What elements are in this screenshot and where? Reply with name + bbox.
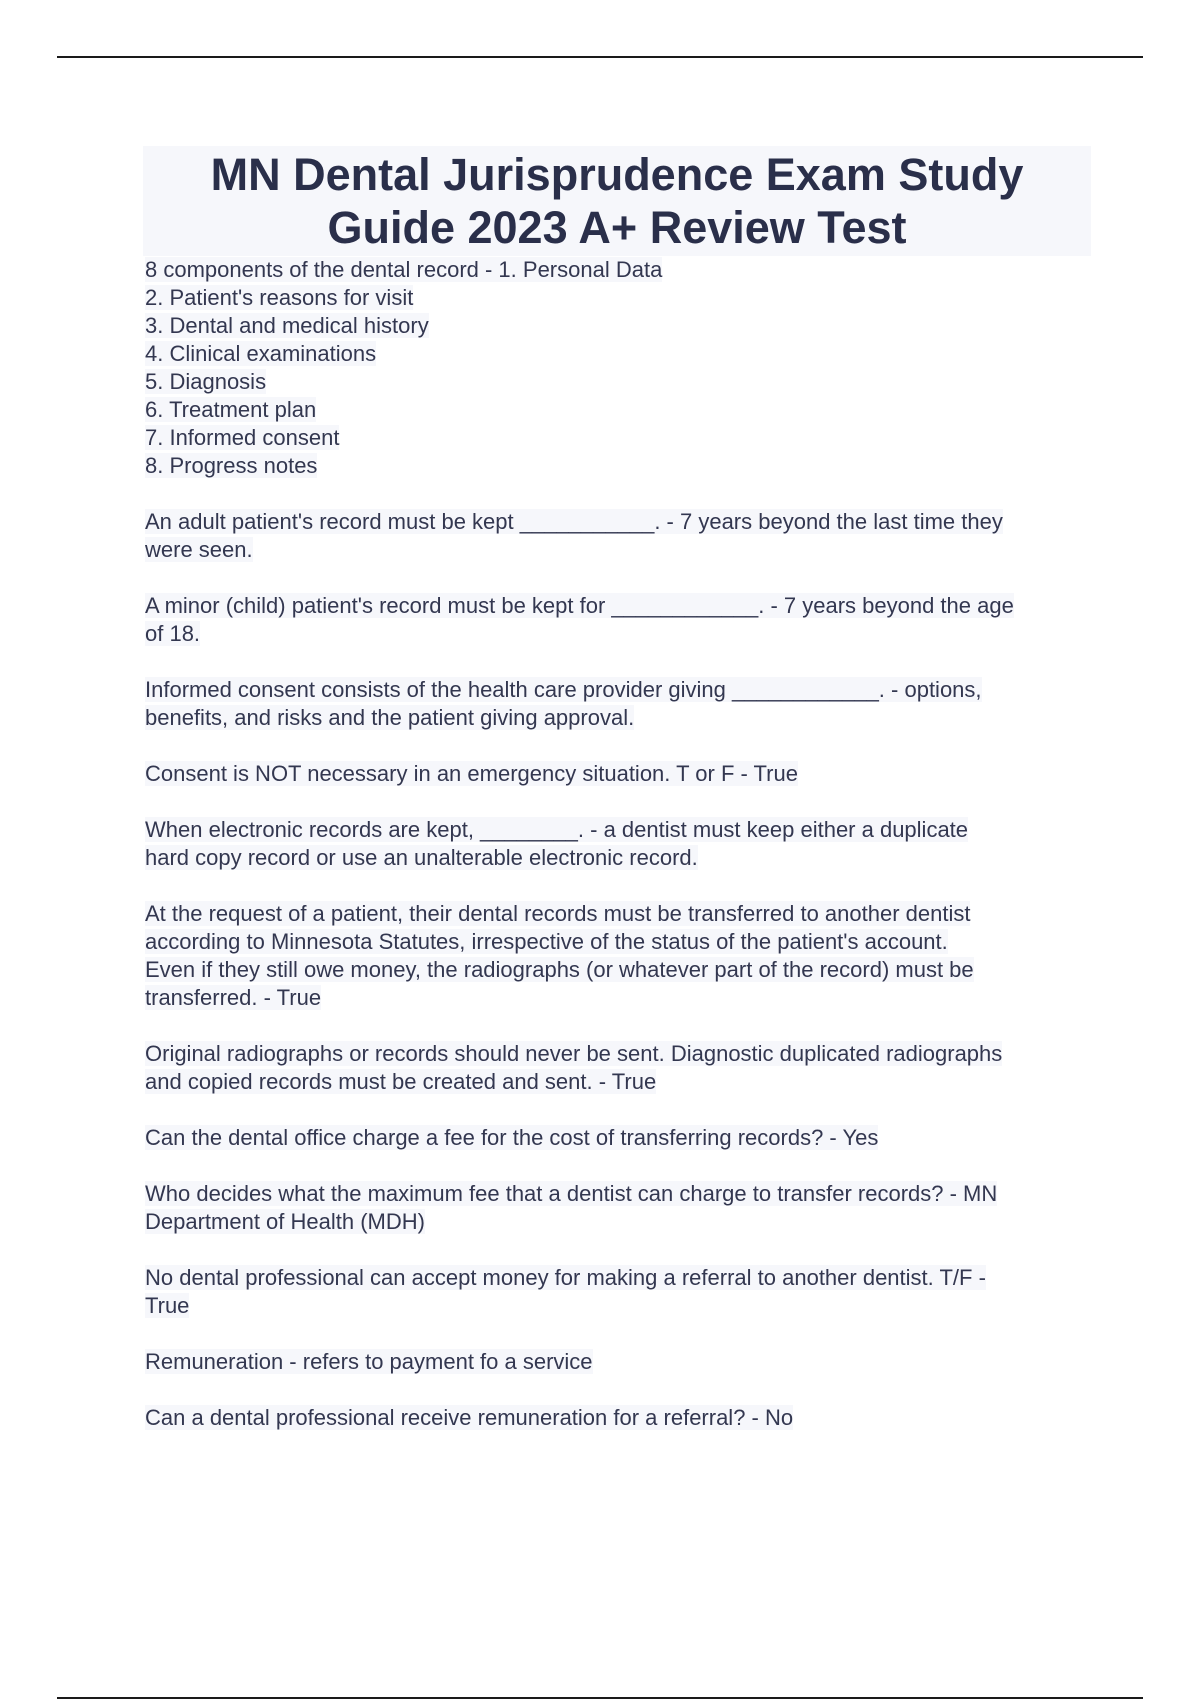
- entry-line: and copied records must be created and sent. - True: [145, 1069, 657, 1094]
- entry-line: At the request of a patient, their dental records must be transferred to another dentist: [145, 901, 971, 926]
- entry-line: benefits, and risks and the patient giving approval.: [145, 705, 635, 730]
- entry-line: 4. Clinical examinations: [145, 341, 377, 366]
- entry-line: An adult patient's record must be kept ___________. - 7 years beyond the last time they: [145, 509, 1003, 534]
- entry-maximum-fee: [145, 1180, 1095, 1236]
- entry-line: Can a dental professional receive remuneration for a referral? - No: [145, 1405, 794, 1430]
- entry-line: were seen.: [145, 537, 253, 562]
- document-body: [145, 256, 1095, 1460]
- entry-line: 8 components of the dental record - 1. Personal Data: [145, 257, 663, 282]
- entry-line: 6. Treatment plan: [145, 397, 317, 422]
- entry-line: of 18.: [145, 621, 201, 646]
- entry-line: Remuneration - refers to payment fo a service: [145, 1349, 593, 1374]
- entry-line: No dental professional can accept money for making a referral to another dentist. T/F -: [145, 1265, 986, 1290]
- entry-line: 5. Diagnosis: [145, 369, 267, 394]
- entry-line: When electronic records are kept, ________. - a dentist must keep either a duplicate: [145, 817, 969, 842]
- entry-transfer-fee: [145, 1124, 1095, 1152]
- entry-line: Department of Health (MDH): [145, 1209, 425, 1234]
- title-block: [143, 146, 1091, 256]
- entry-line: Even if they still owe money, the radiographs (or whatever part of the record) must be: [145, 957, 974, 982]
- entry-emergency-consent: [145, 760, 1095, 788]
- entry-line: 8. Progress notes: [145, 453, 318, 478]
- bottom-divider: [57, 1697, 1143, 1699]
- entry-line: True: [145, 1293, 190, 1318]
- entry-line: Original radiographs or records should never be sent. Diagnostic duplicated radiographs: [145, 1041, 1003, 1066]
- entry-electronic-records: [145, 816, 1095, 872]
- entry-line: 2. Patient's reasons for visit: [145, 285, 414, 310]
- entry-adult-record-retention: [145, 508, 1095, 564]
- top-divider: [57, 56, 1143, 58]
- entry-dental-record-components: [145, 256, 1095, 480]
- entry-remuneration-referral: [145, 1404, 1095, 1432]
- entry-line: hard copy record or use an unalterable electronic record.: [145, 845, 698, 870]
- entry-informed-consent: [145, 676, 1095, 732]
- entry-line: Can the dental office charge a fee for the cost of transferring records? - Yes: [145, 1125, 879, 1150]
- entry-line: 7. Informed consent: [145, 425, 340, 450]
- entry-line: A minor (child) patient's record must be kept for ____________. - 7 years beyond the age: [145, 593, 1014, 618]
- document-title: MN Dental Jurisprudence Exam Study Guide 2023 A+ Review Test: [210, 149, 1024, 253]
- entry-remuneration-definition: [145, 1348, 1095, 1376]
- entry-minor-record-retention: [145, 592, 1095, 648]
- entry-line: Consent is NOT necessary in an emergency situation. T or F - True: [145, 761, 798, 786]
- entry-line: transferred. - True: [145, 985, 322, 1010]
- entry-line: Informed consent consists of the health care provider giving ____________. - options,: [145, 677, 982, 702]
- entry-original-radiographs: [145, 1040, 1095, 1096]
- entry-record-transfer: [145, 900, 1095, 1012]
- entry-referral-money: [145, 1264, 1095, 1320]
- entry-line: 3. Dental and medical history: [145, 313, 429, 338]
- entry-line: Who decides what the maximum fee that a dentist can charge to transfer records? - MN: [145, 1181, 998, 1206]
- entry-line: according to Minnesota Statutes, irrespective of the status of the patient's account.: [145, 929, 948, 954]
